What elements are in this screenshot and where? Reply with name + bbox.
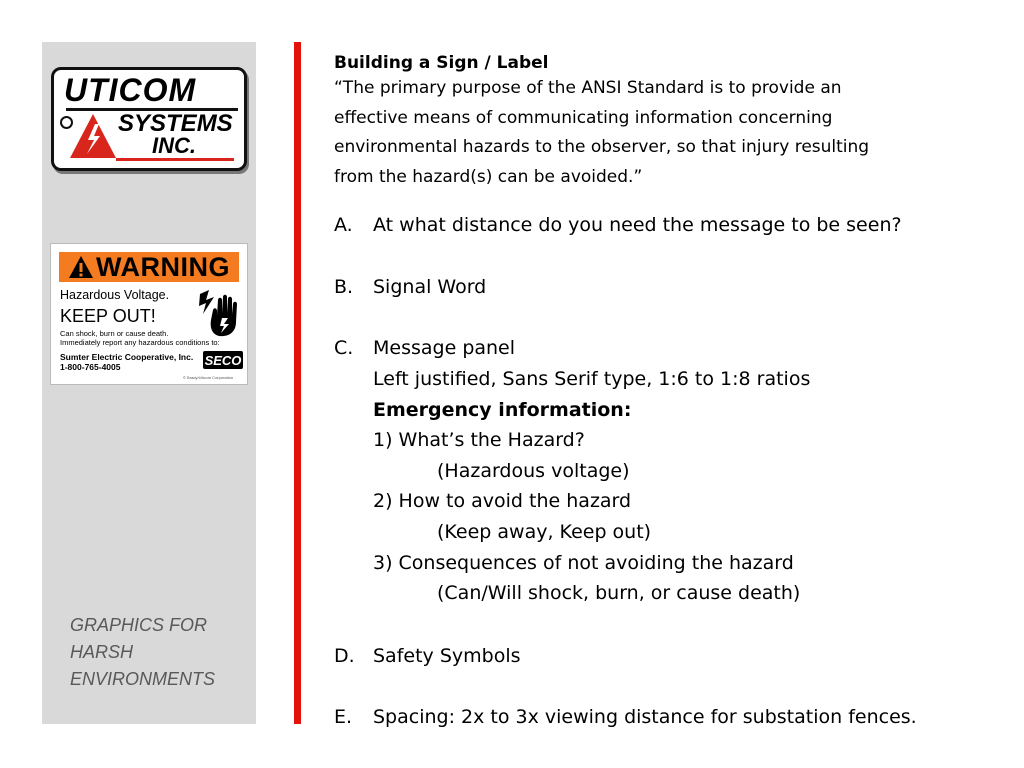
hazard-example: (Hazardous voltage) [437,460,630,482]
sign-company-text: Sumter Electric Cooperative, Inc. [60,352,194,362]
logo-systems: SYSTEMS [118,110,233,137]
slide-heading: Building a Sign / Label [334,53,549,73]
item-text: Safety Symbols [373,645,521,667]
sign-hazard-text: Hazardous Voltage. [60,288,170,302]
lightning-triangle-icon [68,112,118,162]
caption-line: HARSH [70,642,134,662]
caption-line: ENVIRONMENTS [70,669,216,689]
emergency-info-heading: Emergency information: [373,399,632,421]
sign-keep-out-text: KEEP OUT! [60,306,156,326]
electric-shock-hand-icon [197,288,241,340]
warning-sign-image [50,243,248,385]
quote-line: “The primary purpose of the ANSI Standard is to provide an [334,78,842,98]
consequence-question: 3) Consequences of not avoiding the hazard [373,552,794,574]
sign-consequence-text: Can shock, burn or cause death. [60,329,169,338]
signal-word: WARNING [96,251,230,282]
hazard-question: 1) What’s the Hazard? [373,429,585,451]
item-text: Signal Word [373,276,487,298]
item-text: Message panel [373,337,516,359]
item-letter: C. [334,337,354,359]
message-panel-detail: Left justified, Sans Serif type, 1:6 to 1:8 ratios [373,368,811,390]
sign-copyright: © Brady/Uticom Corporation [183,375,234,380]
warning-header [59,252,239,282]
item-letter: B. [334,276,354,298]
logo-inc: INC. [152,133,196,158]
sign-report-text: Immediately report any hazardous conditions to: [60,338,220,347]
item-letter: E. [334,706,353,728]
seco-logo-text: SECO [204,353,242,368]
ansi-quote [334,74,1014,192]
warning-triangle-icon [68,255,94,279]
item-letter: D. [334,645,355,667]
avoid-example: (Keep away, Keep out) [437,521,652,543]
quote-line: environmental hazards to the observer, so that injury resulting [334,137,870,157]
item-text: At what distance do you need the message to be seen? [373,214,902,236]
quote-line: from the hazard(s) can be avoided.” [334,166,643,187]
item-letter: A. [334,214,353,236]
caption-line: GRAPHICS FOR [70,615,208,635]
quote-line: effective means of communicating information concerning [334,107,833,128]
seco-logo [203,350,243,375]
sidebar-caption [70,612,240,693]
consequence-example: (Can/Will shock, burn, or cause death) [437,582,801,604]
accent-divider [294,42,301,724]
item-text: Spacing: 2x to 3x viewing distance for substation fences. [373,706,917,728]
uticom-logo [51,67,247,171]
logo-wordmark: UTICOM [64,72,197,108]
sign-phone-text: 1-800-765-4005 [60,362,121,372]
avoid-question: 2) How to avoid the hazard [373,490,632,512]
seco-logo-icon [203,350,243,370]
logo-underline [116,158,234,161]
slide-content [334,52,1014,192]
